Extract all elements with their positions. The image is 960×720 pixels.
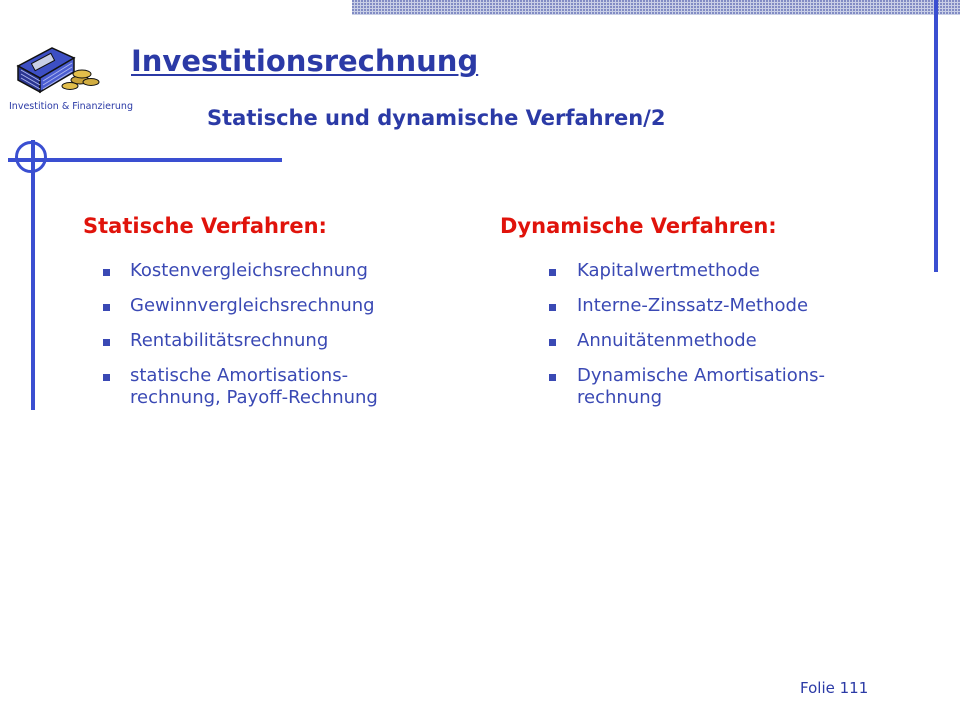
list-item-text: Annuitätenmethode — [577, 330, 757, 351]
list-item-text: Gewinnvergleichsrechnung — [130, 295, 375, 316]
square-bullet-icon — [549, 339, 556, 346]
list-item — [83, 295, 483, 317]
list-item — [500, 330, 900, 352]
dynamic-methods-column — [500, 214, 900, 422]
list-item-line: Dynamische Amortisations- — [577, 365, 826, 386]
slide-title: Investitionsrechnung — [131, 44, 479, 78]
square-bullet-icon — [549, 304, 556, 311]
square-bullet-icon — [549, 269, 556, 276]
list-item — [500, 365, 900, 409]
bullet-list — [83, 260, 483, 409]
left-horizontal-rule — [8, 158, 282, 162]
list-item — [500, 295, 900, 317]
square-bullet-icon — [103, 304, 110, 311]
bullet-list — [500, 260, 900, 409]
list-item-line: statische Amortisations- — [130, 365, 349, 386]
list-item — [500, 260, 900, 282]
list-item-text: Interne-Zinssatz-Methode — [577, 295, 809, 316]
money-stack-coins-icon — [12, 40, 102, 100]
list-item-text: Kostenvergleichsrechnung — [130, 260, 368, 281]
list-item-text — [577, 365, 825, 409]
left-vertical-rule — [31, 140, 35, 410]
column-heading: Dynamische Verfahren: — [500, 214, 777, 238]
slide-subtitle: Statische und dynamische Verfahren/2 — [207, 106, 666, 130]
column-heading: Statische Verfahren: — [83, 214, 327, 238]
logo-caption: Investition & Finanzierung — [9, 101, 133, 112]
crosshair-circle — [15, 141, 47, 173]
list-item-text: Kapitalwertmethode — [577, 260, 760, 281]
list-item-line: rechnung — [577, 387, 663, 408]
square-bullet-icon — [103, 339, 110, 346]
square-bullet-icon — [103, 374, 110, 381]
list-item-text: Rentabilitätsrechnung — [130, 330, 329, 351]
square-bullet-icon — [549, 374, 556, 381]
right-vertical-rule — [934, 0, 938, 272]
list-item — [83, 365, 483, 409]
top-pattern-band — [352, 0, 960, 15]
list-item-line: rechnung, Payoff-Rechnung — [130, 387, 378, 408]
list-item — [83, 260, 483, 282]
slide-number: Folie 111 — [800, 679, 869, 697]
square-bullet-icon — [103, 269, 110, 276]
static-methods-column — [83, 214, 483, 422]
list-item-text — [130, 365, 378, 409]
list-item — [83, 330, 483, 352]
